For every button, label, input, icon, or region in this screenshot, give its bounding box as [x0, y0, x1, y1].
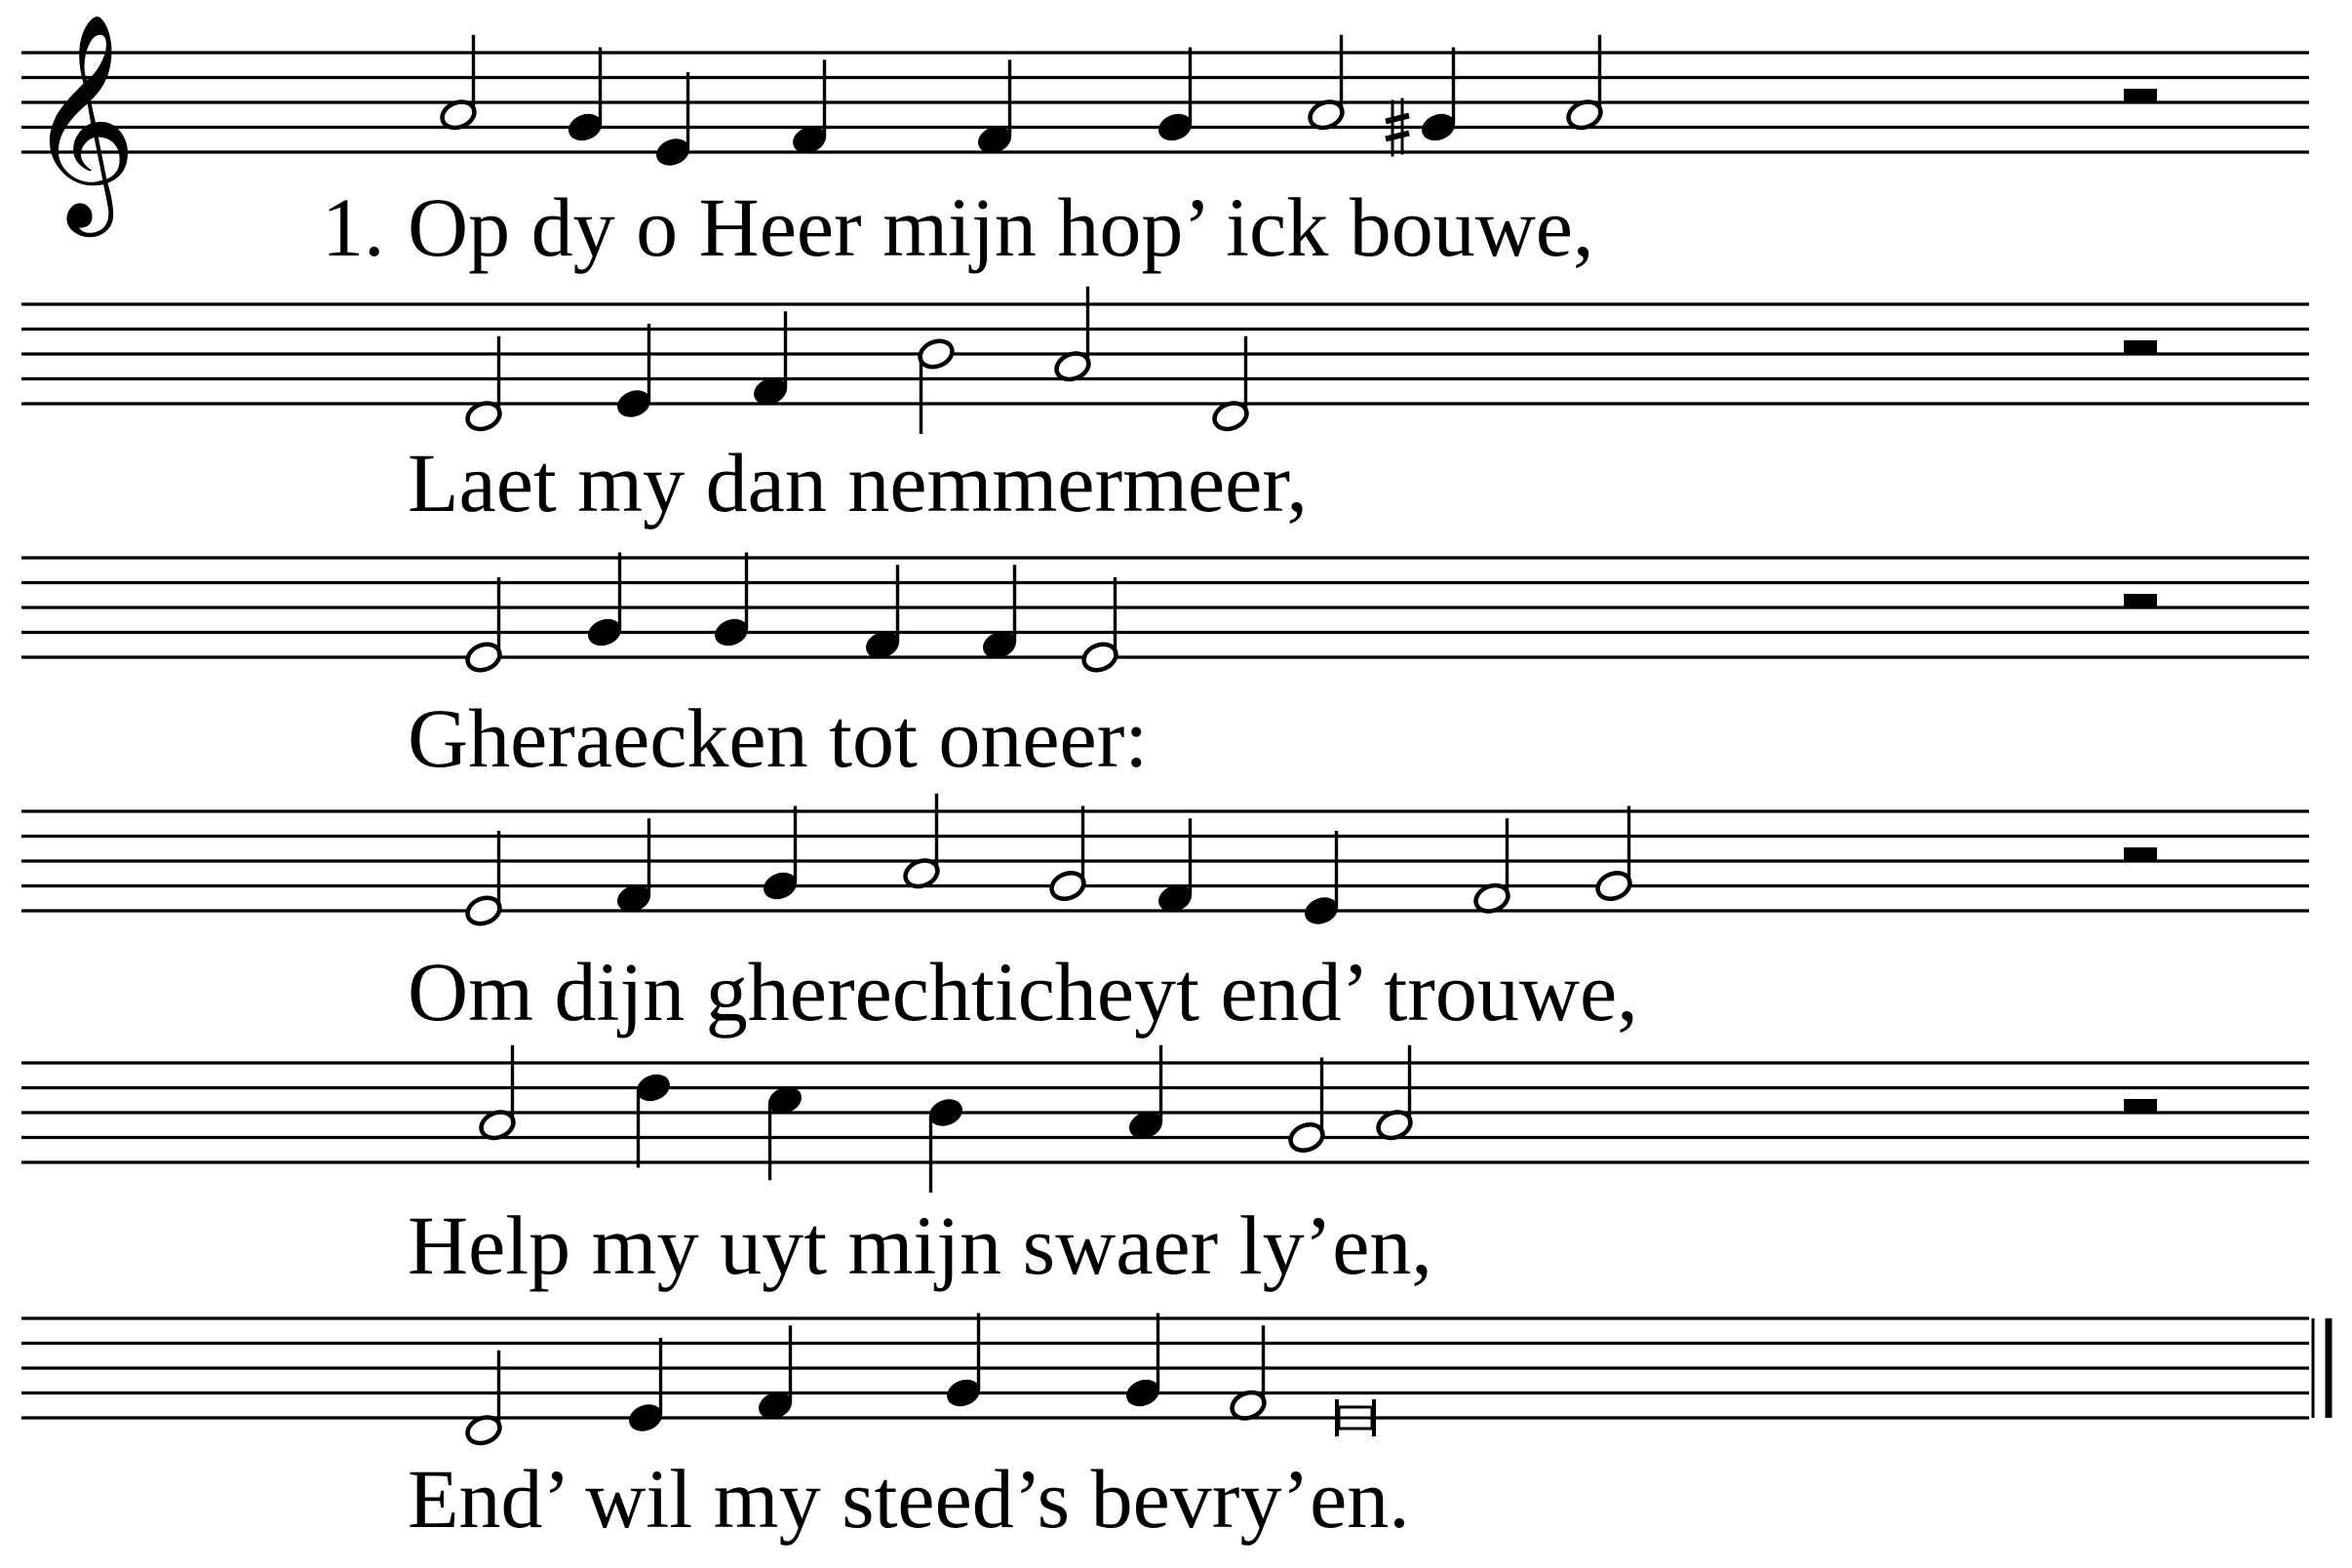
note — [1337, 1399, 1374, 1436]
half-rest — [2124, 89, 2157, 102]
note — [1080, 577, 1120, 675]
note — [464, 336, 504, 434]
note — [1307, 35, 1347, 133]
note — [1156, 818, 1196, 916]
note — [1287, 1058, 1327, 1156]
note — [653, 72, 693, 170]
note — [1156, 48, 1196, 145]
note — [756, 1325, 796, 1423]
note — [1123, 1313, 1163, 1411]
note — [634, 1071, 674, 1168]
lyric-line-5: Help my uyt mijn swaer ly’en, — [408, 1198, 1432, 1292]
note — [1126, 1045, 1166, 1143]
note — [566, 48, 606, 145]
note — [1565, 35, 1605, 133]
note — [1302, 831, 1342, 928]
staff-system — [21, 287, 2309, 434]
note — [902, 794, 942, 891]
note — [1375, 1045, 1415, 1143]
note — [790, 59, 830, 157]
note — [464, 1351, 504, 1448]
half-rest — [2124, 847, 2157, 861]
staff-system — [21, 1313, 2329, 1448]
half-rest — [2124, 594, 2157, 608]
note — [464, 831, 504, 928]
note — [1048, 806, 1088, 904]
staff-system — [21, 794, 2309, 928]
note — [464, 577, 504, 675]
note — [1594, 806, 1634, 904]
note — [614, 818, 654, 916]
note — [1472, 818, 1512, 916]
lyric-line-3: Gheraecken tot oneer: — [408, 691, 1149, 785]
note — [439, 35, 479, 133]
note — [761, 806, 801, 904]
treble-clef-icon: 𝄞 — [27, 12, 137, 227]
staff-system — [21, 553, 2309, 675]
note — [980, 565, 1020, 662]
lyric-line-1: Op dy o Heer mijn hop’ ick bouwe, — [408, 180, 1594, 274]
note — [1211, 336, 1251, 434]
half-rest — [2124, 340, 2157, 354]
note — [765, 1082, 805, 1180]
lyric-line-4: Om dijn gherechticheyt end’ trouwe, — [408, 945, 1638, 1039]
half-rest — [2124, 1099, 2157, 1113]
note — [712, 553, 752, 650]
note — [478, 1045, 518, 1143]
note — [626, 1338, 666, 1435]
note — [614, 324, 654, 421]
note — [1229, 1325, 1269, 1423]
note — [585, 553, 625, 650]
note — [944, 1313, 984, 1411]
lyric-line-6: End’ wil my steed’s bevry’en. — [408, 1452, 1410, 1546]
verse-number: 1. — [322, 180, 385, 274]
note — [751, 311, 791, 409]
staff-system — [21, 1045, 2309, 1193]
lyric-line-2: Laet my dan nemmermeer, — [408, 436, 1309, 529]
note — [926, 1095, 966, 1193]
note — [1053, 287, 1093, 384]
note — [917, 336, 957, 434]
note — [863, 565, 903, 662]
note — [975, 59, 1015, 157]
